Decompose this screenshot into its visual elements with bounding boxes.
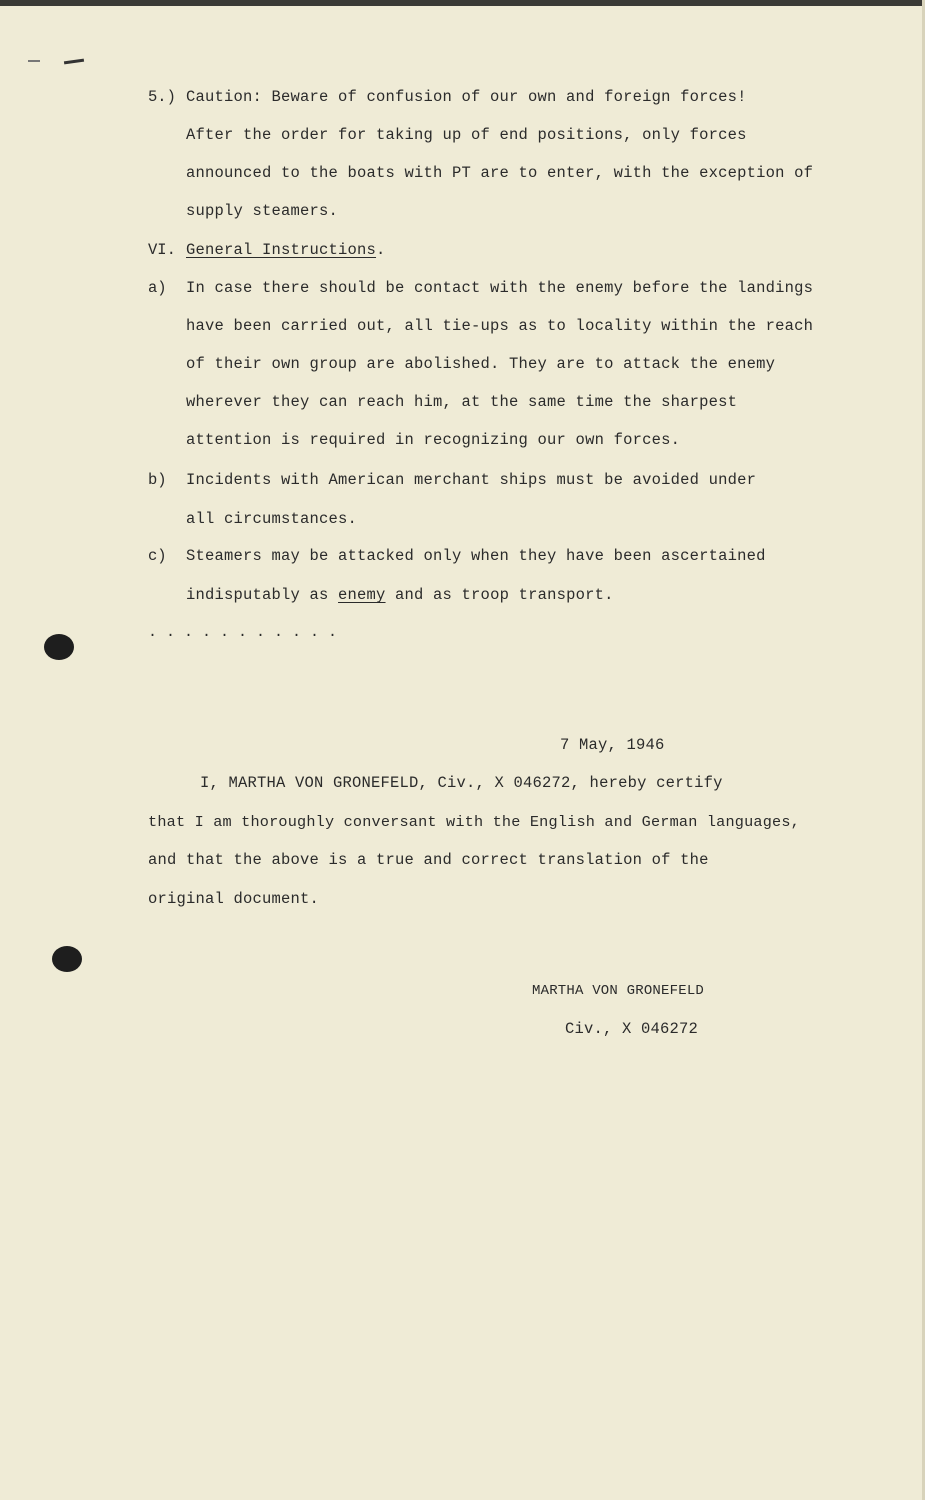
section-5-line-3: announced to the boats with PT are to enter, with the exception of: [186, 164, 814, 182]
section-5-number: 5.): [148, 88, 176, 106]
item-c-label: c): [148, 547, 167, 565]
certification-line-1: I, MARTHA VON GRONEFELD, Civ., X 046272, hereby certify: [200, 774, 723, 792]
item-a-line-3: of their own group are abolished. They are to attack the enemy: [186, 355, 776, 373]
item-b-line-2: all circumstances.: [186, 510, 358, 528]
ink-mark: [28, 60, 40, 62]
item-a-line-5: attention is required in recognizing our own forces.: [186, 431, 681, 449]
item-a-line-4: wherever they can reach him, at the same time the sharpest: [186, 393, 738, 411]
item-c-line-2: [186, 586, 614, 604]
certification-line-2: that I am thoroughly conversant with the English and German languages,: [148, 813, 800, 831]
item-c-enemy-word: enemy: [338, 586, 386, 604]
item-c-line-1: Steamers may be attacked only when they have been ascertained: [186, 547, 766, 565]
section-6-number: VI.: [148, 241, 176, 259]
certification-line-4: original document.: [148, 890, 320, 908]
item-b-label: b): [148, 471, 167, 489]
section-6-heading-text: General Instructions: [186, 241, 377, 259]
top-edge: [0, 0, 925, 6]
section-5-line-2: After the order for taking up of end positions, only forces: [186, 126, 747, 144]
item-c-line-2-start: indisputably as: [186, 586, 339, 604]
certification-date: 7 May, 1946: [560, 736, 665, 754]
section-5-line-1: Caution: Beware of confusion of our own and foreign forces!: [186, 88, 747, 106]
dotted-separator: ...........: [148, 624, 347, 641]
item-a-line-2: have been carried out, all tie-ups as to locality within the reach: [186, 317, 814, 335]
item-b-line-1: Incidents with American merchant ships must be avoided under: [186, 471, 757, 489]
section-6-heading-period: .: [376, 241, 386, 259]
section-6-heading: [186, 241, 386, 259]
item-c-line-2-end: and as troop transport.: [385, 586, 614, 604]
signature-id: Civ., X 046272: [565, 1020, 699, 1038]
punch-hole-top: [44, 634, 74, 660]
certification-line-3: and that the above is a true and correct translation of the: [148, 851, 709, 869]
item-a-label: a): [148, 279, 167, 297]
signature-name: MARTHA VON GRONEFELD: [532, 983, 705, 999]
section-5-line-4: supply steamers.: [186, 202, 339, 220]
punch-hole-bottom: [52, 946, 82, 972]
item-a-line-1: In case there should be contact with the enemy before the landings: [186, 279, 814, 297]
ink-mark: [64, 59, 84, 65]
